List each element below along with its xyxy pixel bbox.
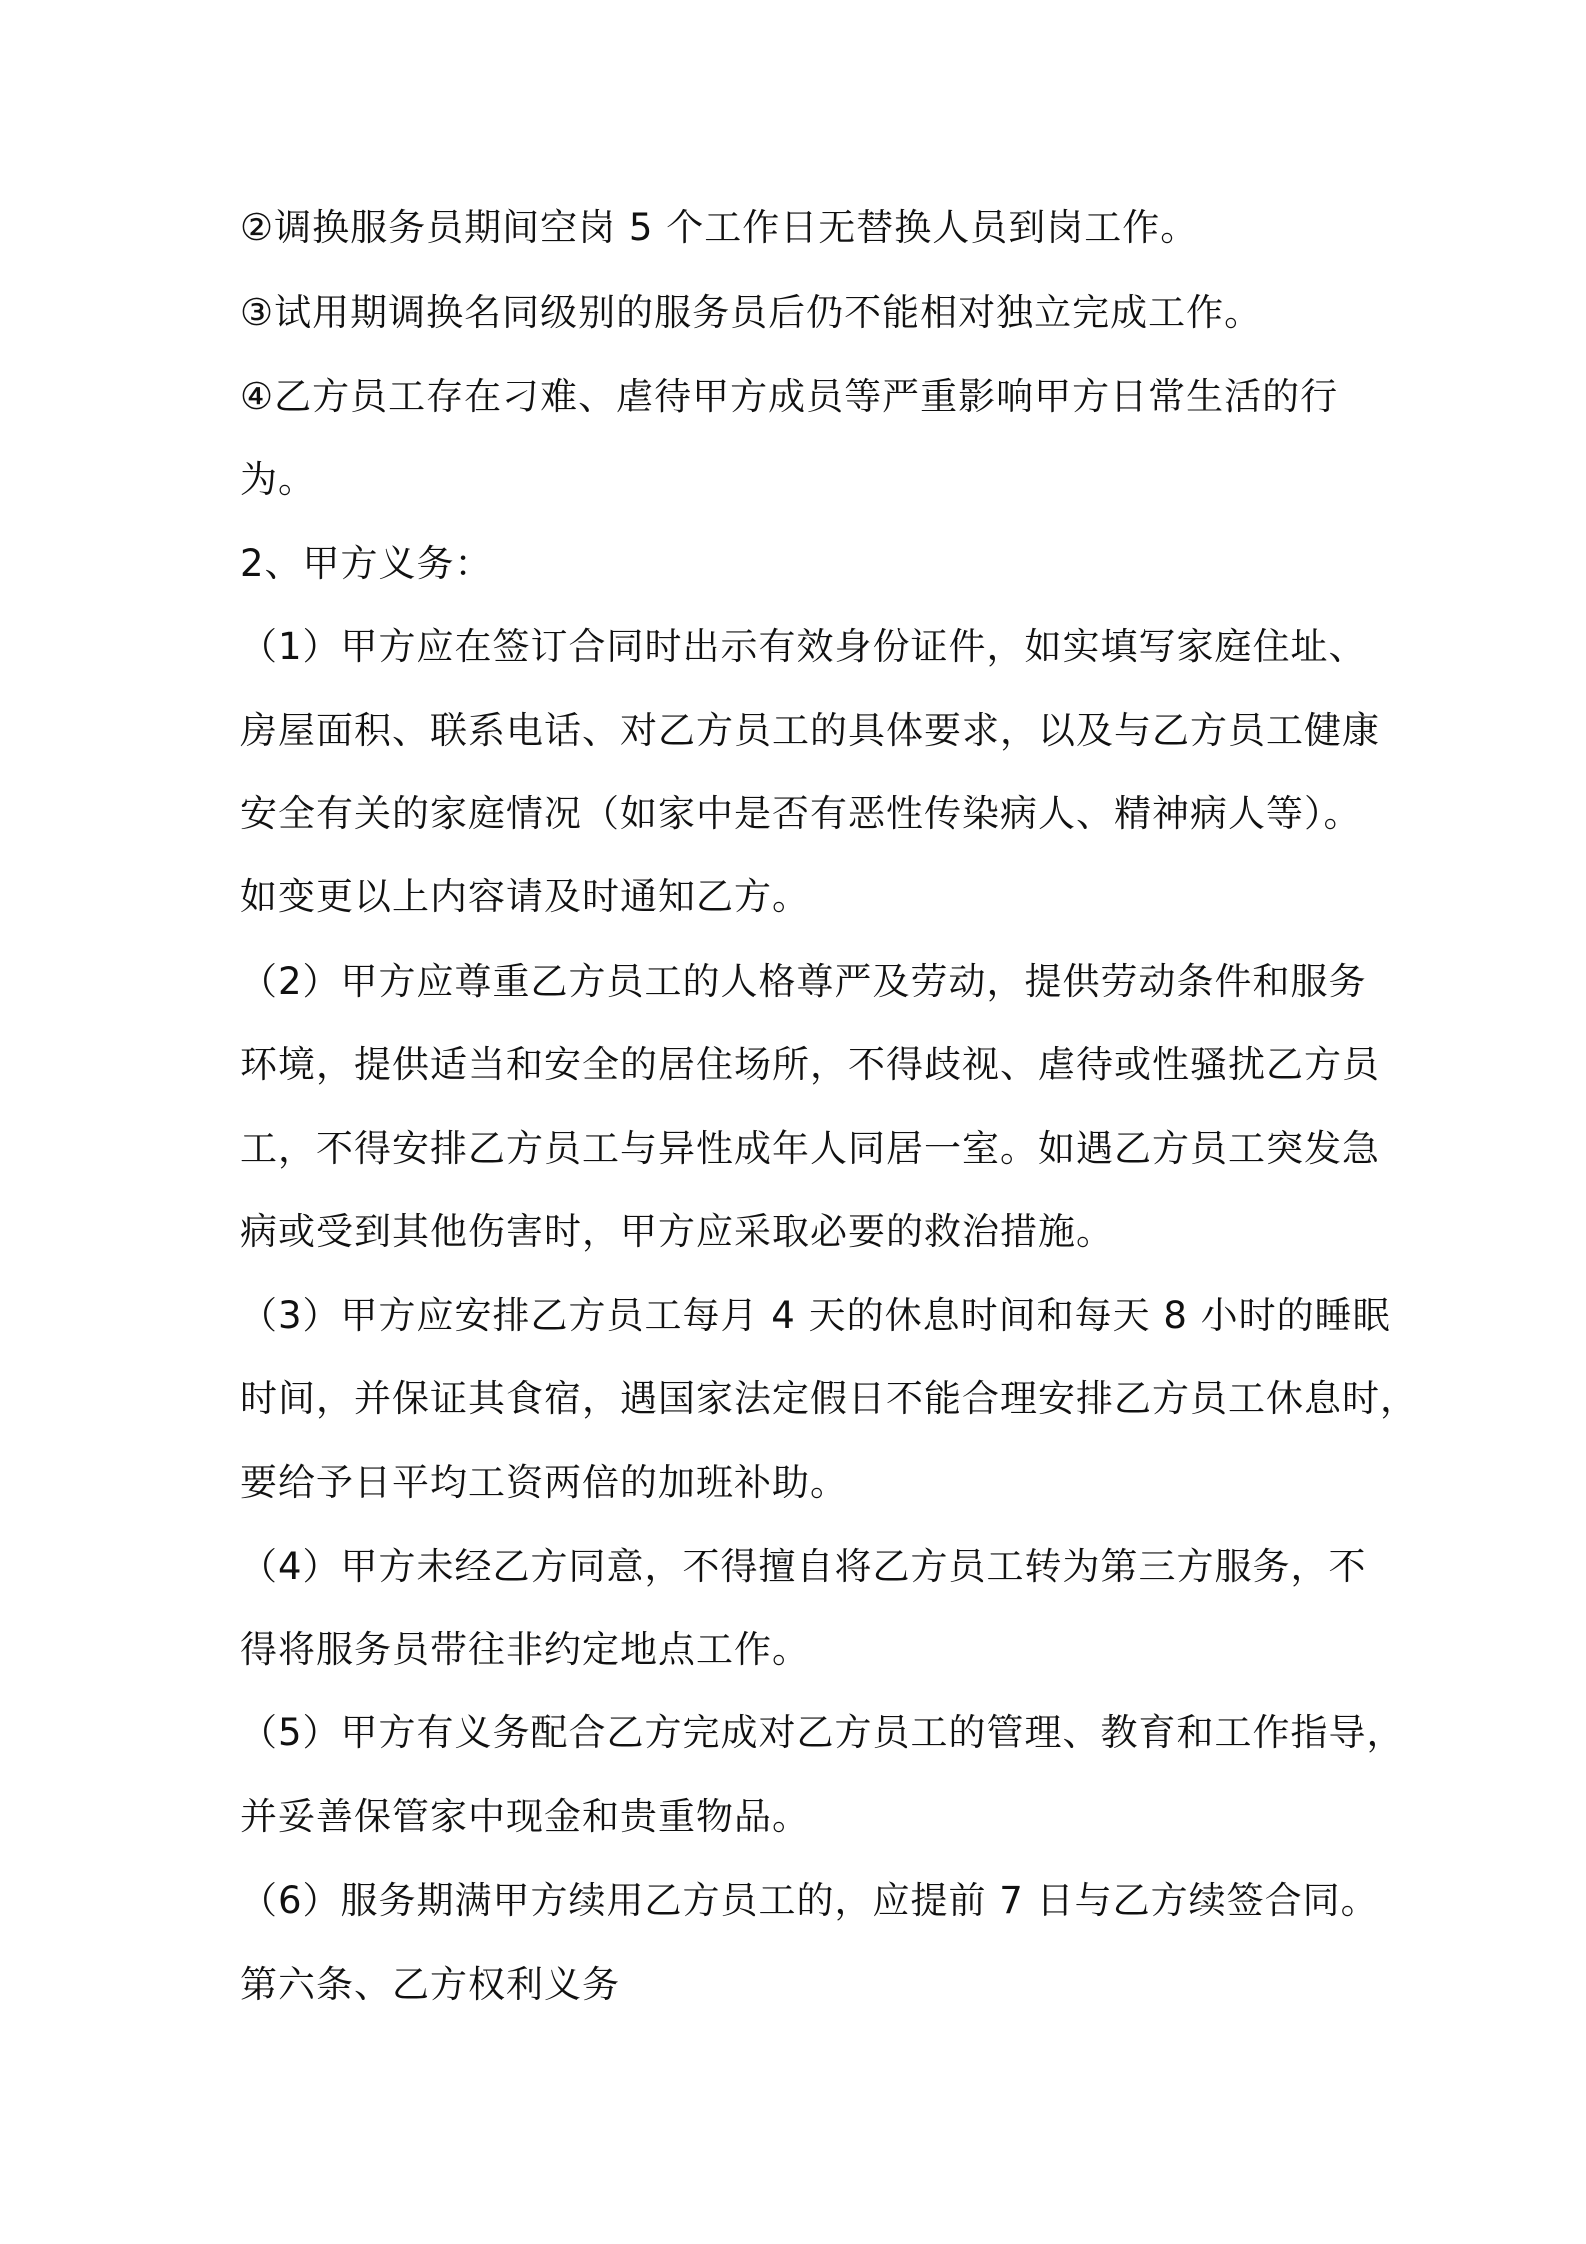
text-line: （3）甲方应安排乙方员工每月 4 天的休息时间和每天 8 小时的睡眠 <box>240 1294 1391 1337</box>
text-line: 得将服务员带往非约定地点工作。 <box>240 1628 810 1671</box>
text-line: ④乙方员工存在刁难、虐待甲方成员等严重影响甲方日常生活的行 <box>240 375 1339 418</box>
text-line: （5）甲方有义务配合乙方完成对乙方员工的管理、教育和工作指导， <box>240 1711 1405 1754</box>
text-line: （4）甲方未经乙方同意，不得擅自将乙方员工转为第三方服务，不 <box>240 1545 1367 1588</box>
text-line: ③试用期调换名同级别的服务员后仍不能相对独立完成工作。 <box>240 291 1263 334</box>
text-line: （6）服务期满甲方续用乙方员工的，应提前 7 日与乙方续签合同。 <box>240 1879 1379 1922</box>
text-line: 为。 <box>240 458 316 501</box>
text-line: 要给予日平均工资两倍的加班补助。 <box>240 1461 848 1504</box>
section-heading: 2、甲方义务： <box>240 542 493 585</box>
section-heading: 第六条、乙方权利义务 <box>240 1963 620 2006</box>
text-line: 安全有关的家庭情况（如家中是否有恶性传染病人、精神病人等）。 <box>240 792 1362 835</box>
text-line: 如变更以上内容请及时通知乙方。 <box>240 875 810 918</box>
text-line: （2）甲方应尊重乙方员工的人格尊严及劳动，提供劳动条件和服务 <box>240 960 1367 1003</box>
text-line: 病或受到其他伤害时，甲方应采取必要的救治措施。 <box>240 1210 1114 1253</box>
text-line: 时间，并保证其食宿，遇国家法定假日不能合理安排乙方员工休息时， <box>240 1377 1418 1420</box>
text-line: 并妥善保管家中现金和贵重物品。 <box>240 1795 810 1838</box>
text-line: 环境，提供适当和安全的居住场所，不得歧视、虐待或性骚扰乙方员 <box>240 1043 1380 1086</box>
text-line: ②调换服务员期间空岗 5 个工作日无替换人员到岗工作。 <box>240 206 1199 249</box>
text-line: （1）甲方应在签订合同时出示有效身份证件，如实填写家庭住址、 <box>240 625 1367 668</box>
text-line: 房屋面积、联系电话、对乙方员工的具体要求，以及与乙方员工健康 <box>240 709 1380 752</box>
text-line: 工，不得安排乙方员工与异性成年人同居一室。如遇乙方员工突发急 <box>240 1127 1380 1170</box>
